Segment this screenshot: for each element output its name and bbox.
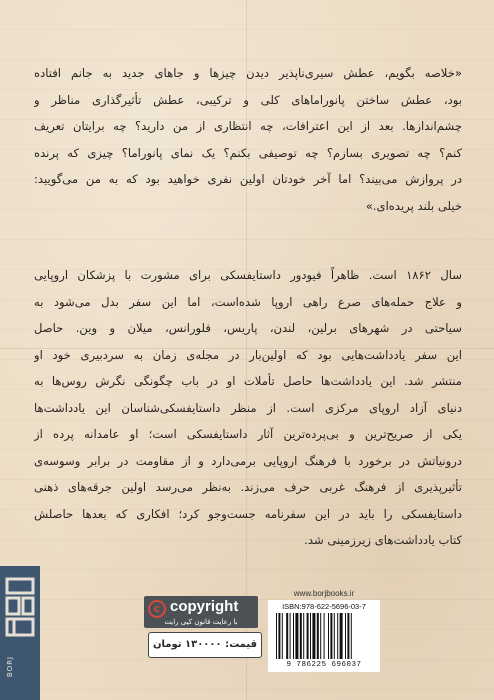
ean-digits: 9 786225 696037 (286, 661, 362, 669)
body-line: این سفر یادداشت‌هایی بود که اولین‌بار در مجله‌ی زمان به سردبیری خود او (34, 347, 462, 362)
publisher-logo-text: BORJ (6, 655, 14, 677)
quote-line: کنم؟ چه تصویری بسازم؟ چه توصیفی بکنم؟ یک نمای پانوراما؟ چیزی که پرنده (34, 145, 462, 160)
quote-line: خیلی بلند پریده‌ای.» (365, 198, 462, 213)
body-line: تأثیرپذیری از فرهنگ غربی حرف می‌زند. به‌نظر می‌رسد اولین جرقه‌های ذهنی (34, 480, 462, 494)
body-line: دنیای آزاد اروپای مرکزی است. از منظر داستایفسکی‌شناسان این یادداشت‌ها (34, 400, 462, 415)
body-line: کتاب یادداشت‌های زیرزمینی شد. (304, 533, 462, 547)
quote-line: در پروازش می‌بیند؟ اما آخر خودتان اولین نفری خواهید بود که به من می‌گویید: (34, 172, 462, 186)
quote-line: بود، عطش ساختن پانوراماهای کلی و ترکیبی، عطش تأثیرگذاری مناظر و (34, 92, 462, 107)
isbn-text: ISBN:978-622-5696-03-7 (282, 602, 366, 611)
body-line: داستایفسکی را باید در این سفرنامه جست‌وجو کرد؛ افکاری که بعدها حاصلش (34, 506, 462, 521)
copyright-badge (144, 596, 258, 628)
barcode-icon (274, 613, 374, 661)
body-line: و علاج حمله‌های صرع راهی اروپا شده‌است، اما این سفر بدل می‌شود به (34, 294, 462, 309)
body-line: درونیاتش در برخورد با فرهنگ اروپایی برمی‌دارد و از مقاومت در برابر وسوسه‌ی (34, 453, 462, 468)
body-line: سال ۱۸۶۲ است. ظاهراً فیودور داستایفسکی برای مشورت با پزشکان اروپایی (34, 268, 462, 282)
copyright-icon: c (148, 600, 166, 618)
price-label: قیمت: ۱۳۰۰۰۰ تومان (148, 632, 262, 658)
body-line: سیاحتی در شهرهای برلین، لندن، پاریس، فلورانس، میلان و وین. حاصل (34, 321, 462, 335)
body-line: یکی از صریح‌ترین و بی‌پرده‌ترین آثار داستایفسکی است؛ او عامدانه پرده از (34, 427, 462, 441)
quote-line: «خلاصه بگویم، عطش سیری‌ناپذیر دیدن چیزها و جاهای جدید به جانم افتاده (34, 66, 462, 80)
body-line: منتشر شد. این یادداشت‌ها حاصل تأملات او در باب چگونگی نگرش روس‌ها به (34, 374, 462, 388)
copyright-word: copyright (170, 598, 239, 615)
description-paragraph (34, 262, 462, 554)
publisher-logo-icon (4, 576, 36, 638)
copyright-subtitle: با رعایت قانون کپی رایت (164, 618, 238, 626)
quote-line: چشم‌اندازها. بعد از این اعترافات، چه انتظاری از من دارید؟ چه برایتان تعریف (34, 119, 462, 133)
publisher-strip (0, 566, 40, 700)
publisher-website: www.borjbooks.ir (293, 589, 355, 598)
quote-paragraph (34, 60, 462, 219)
barcode-block (268, 600, 380, 672)
